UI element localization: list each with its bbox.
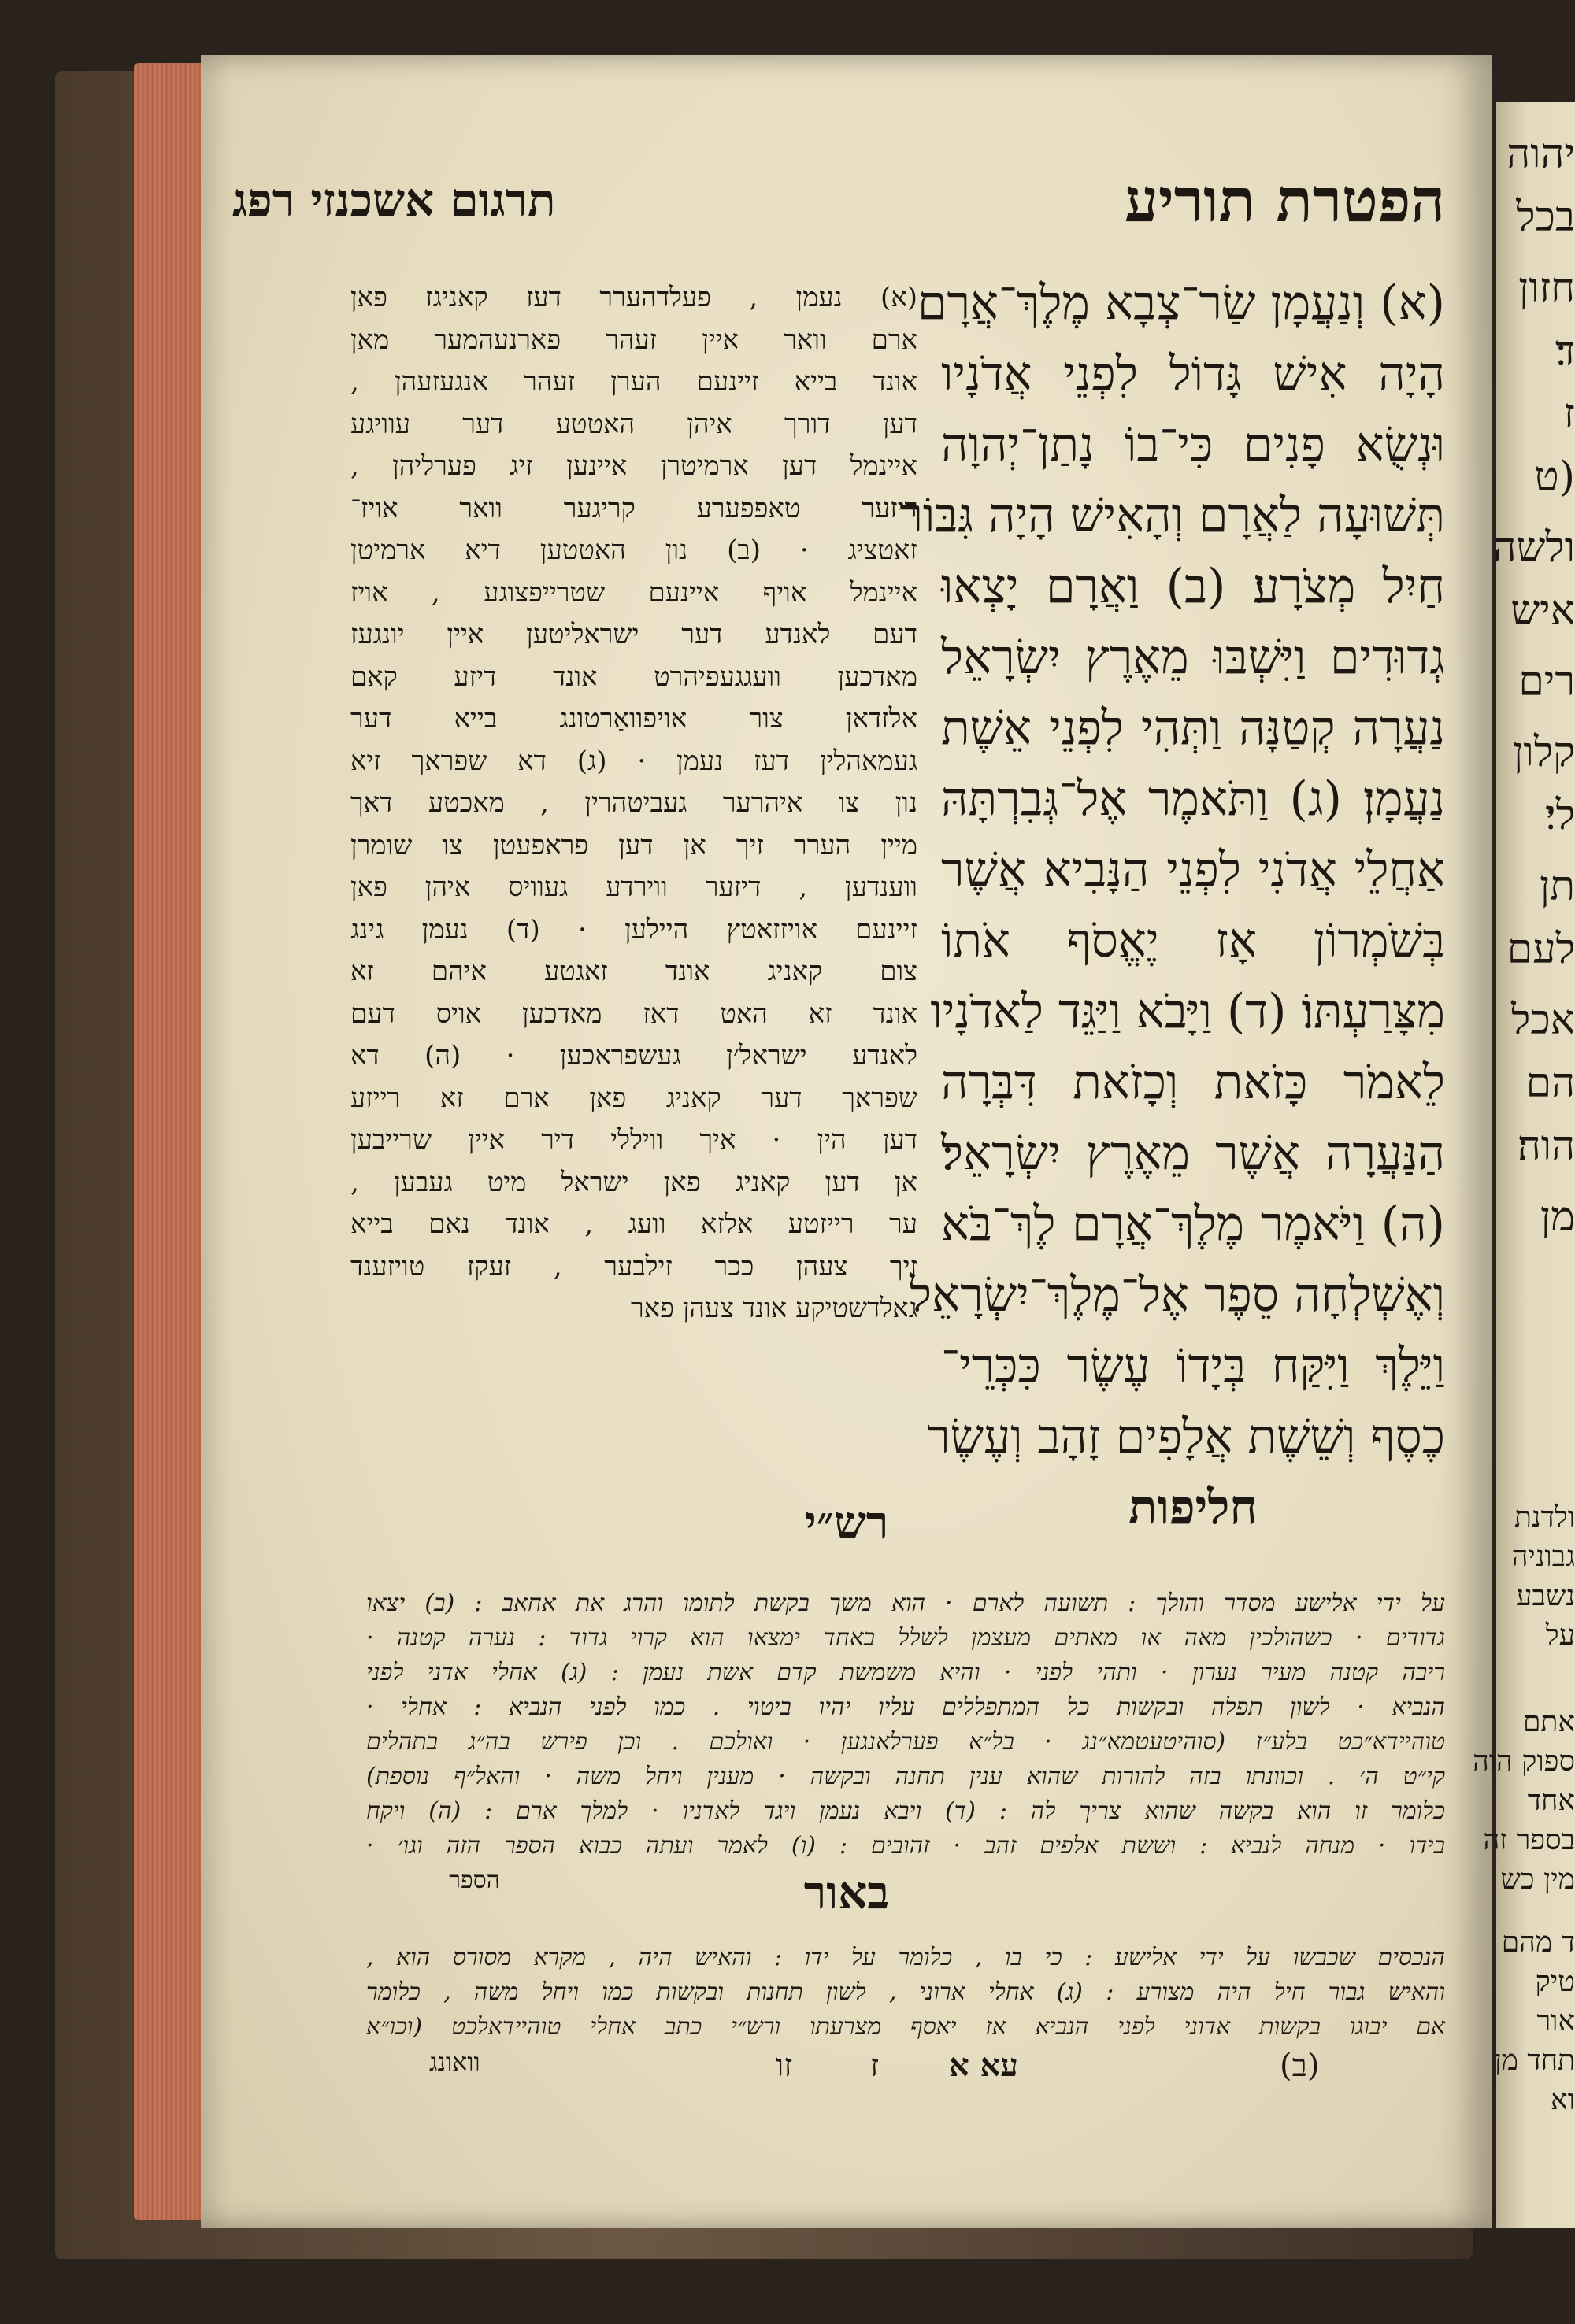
hebrew-line: אַחֲלֵי אֲדֹנִי לִפְנֵי הַנָּבִיא אֲשֶׁר: [941, 842, 1445, 897]
translation-line: דיזער טאפפערע קריגער וואר אויז־: [350, 492, 917, 524]
rashi-line: גדודים · כשהולכין מאה או מאתים מעצמן לשלל באחד ימצאו הוא קרוי גדוד : נערה קטנה ·: [366, 1624, 1445, 1652]
facing-page-fragment: ד מהם: [1501, 1926, 1575, 1959]
translation-line: דעם לאנדע דער ישראליטען איין יונגעז: [350, 619, 917, 650]
biur-title: באור: [803, 1866, 890, 1919]
signature-mark: עא א: [949, 2047, 1018, 2084]
catchword: וואונג: [429, 2047, 480, 2077]
rashi-title: רש״י: [804, 1496, 889, 1549]
biur-line: הנכסים שכבשו על ידי אלישע : כי בו , כלומר על ידו : והאיש היה , מקרא מסורס הוא ,: [366, 1944, 1445, 1971]
facing-page-fragment: נשבע: [1516, 1580, 1575, 1612]
facing-page-fragment: אור: [1536, 2005, 1575, 2037]
translation-line: איינמל אויף איינעם שטרייפצוגע , אויז: [350, 576, 917, 609]
translation-line: ער רייזטע אלזא וועג , אונד נאם בייא: [350, 1208, 917, 1240]
facing-page-fragment: הוה׃: [1517, 1123, 1575, 1170]
rashi-line: קי״ט ה׳ . וכוונתו בזה להורות שהוא ענין תחנה ובקשה · מענין ויחל משה · והאל״ף נוספת): [366, 1763, 1445, 1790]
hebrew-line: גְדוּדִים וַיִּשְׁבּוּ מֵאֶרֶץ יִשְׂרָאֵל: [941, 630, 1445, 685]
facing-page-fragment: בספר זה: [1483, 1824, 1575, 1856]
facing-page-fragment: מן: [1540, 1193, 1575, 1241]
hebrew-line: מִצָּרַעְתּוֹ׃ (ד) וַיָּבֹא וַיַּגֵּד לַאדֹנָיו: [930, 984, 1445, 1039]
hebrew-line: בְּשֹׁמְרוֹן אָז יֶאֱסֹף אֹתוֹ: [941, 913, 1445, 968]
hebrew-line: וַיֵּלֶךְ וַיִּקַּח בְּיָדוֹ עֶשֶׂר כִּכְּרֵי־: [941, 1338, 1445, 1393]
facing-page-fragment: ולדנת: [1514, 1501, 1575, 1534]
hebrew-line: הָיָה אִישׁ גָּדוֹל לִפְנֵי אֲדֹנָיו: [941, 346, 1445, 402]
translation-line: דען הין · איך וויללי דיר איין שרייבען: [350, 1124, 917, 1156]
translation-line: אלזדאן צור אויפוואַרטונג בייא דער: [350, 703, 917, 735]
translation-line: לאנדע ישראל׳ן געשפראכען · (ה) דא: [350, 1040, 917, 1071]
facing-page-fragment: (ט: [1534, 453, 1575, 501]
translation-line: צום קאניג אונד זאגטע איהם זא: [350, 956, 917, 987]
translation-line: זיך צעהן ככר זילבער , זעקז טויזענד: [350, 1250, 917, 1282]
translation-line: מאדכען וועגגעפיהרט אונד דיזע קאם: [350, 661, 917, 693]
translation-line: אן דען קאניג פאן ישראל מיט געבען ,: [350, 1166, 917, 1198]
facing-page-edge: [1473, 102, 1575, 2228]
hebrew-line: וּנְשֻׂא פָנִים כִּי־בוֹ נָתַן־יְהוָה: [941, 417, 1445, 472]
hebrew-line: (ה) וַיֹּאמֶר מֶלֶךְ־אֲרָם לֶךְ־בֹּא: [941, 1197, 1445, 1252]
facing-page-fragment: לי׃: [1545, 792, 1575, 839]
biur-line: אם יבוגו בקשות אדוני לפני הנביא אז יאסף מצרעתו ורש״י כתב אחלי טוהיידאלכט (וכו״א: [366, 2013, 1445, 2041]
translation-line: שפראך דער קאניג פאן ארם זא רייזע: [350, 1082, 917, 1114]
rashi-line: טוהיידא״כט בלע״ז (סוהיטעטמא״נג · בל״א פערלאנגען · ואולכם . וכן פירש בה״ג בתהלים: [366, 1728, 1445, 1756]
hebrew-line: (א) וְנַעֲמָן שַׂר־צְבָא מֶלֶךְ־אֲרָם: [917, 276, 1445, 331]
facing-page-fragment: ז: [1563, 390, 1575, 438]
facing-page-fragment: ולשה: [1492, 524, 1575, 572]
translation-line: (א) נעמן , פעלדהערר דעז קאניגז פאן: [350, 282, 917, 313]
hebrew-line: לֵאמֹר כָּזֹאת וְכָזֹאת דִּבְּרָה: [941, 1055, 1445, 1110]
hebrew-line: כֶסֶף וְשֵׁשֶׁת אֲלָפִים זָהָב וְעֶשֶׂר: [927, 1409, 1445, 1464]
hebrew-text-column: [899, 268, 1445, 1543]
facing-page-fragment: תחד מן: [1494, 2045, 1575, 2077]
translation-column: [350, 277, 917, 1330]
translation-line: ארם וואר איין זעהר פארנעהמער מאן: [350, 324, 917, 356]
hebrew-line: נַעֲמָן׃ (ג) וַתֹּאמֶר אֶל־גְּבִרְתָּהּ: [941, 772, 1445, 827]
book-page: [201, 55, 1492, 2228]
hebrew-line: חליפות: [1128, 1480, 1258, 1535]
facing-page-fragment: רים: [1518, 658, 1575, 705]
translation-line: זאטציג · (ב) נון האטטען דיא ארמיטן: [350, 535, 917, 566]
translation-line: אונד זא האט דאז מאדכען אויס דעם: [350, 997, 917, 1030]
biur-line: והאיש גבור חיל היה מצורע : (ג) אחלי ארוני , לשון תחנות ובקשות כמו ויחל משה , כלומר: [366, 1978, 1445, 2006]
page-mark: (ב): [1280, 2048, 1320, 2084]
page-footer: [366, 2047, 1445, 2086]
facing-page-fragment: יהוה: [1506, 131, 1575, 178]
translation-line: אונד בייא זיינעם הערן זעהר אנגעזעהן ,: [350, 366, 917, 398]
targum-title: תרגום אשכנזי רפג: [232, 173, 556, 227]
page-edges: [134, 63, 205, 2220]
hebrew-line: הַנַּעֲרָה אֲשֶׁר מֵאֶרֶץ יִשְׂרָאֵל׃: [941, 1126, 1445, 1181]
facing-page-fragment: חזון: [1518, 265, 1575, 312]
facing-page-fragment: על: [1545, 1619, 1575, 1652]
translation-line: דען דורך איהן האטטע דער עוויגע: [350, 408, 917, 440]
hebrew-line: וְאֶשְׁלְחָה סֵפֶר אֶל־מֶלֶךְ־יִשְׂרָאֵל: [910, 1267, 1445, 1323]
haftarah-title: הפטרת תוריע: [1124, 165, 1445, 235]
rashi-line: הנביא · לשון תפלה ובקשות כל המתפללים עליו יהיו ביטוי . כמו לפני הנביא : אחלי ·: [366, 1693, 1445, 1721]
rashi-line: כלומר זו הוא בקשה שהוא צריך לה : (ד) ויבא נעמן ויגד לאדניו · למלך ארם : (ה) ויקח: [366, 1797, 1445, 1825]
rashi-line: על ידי אלישע מסדר והולך : תשועה לארם · הוא משך בקשת לתומו והרג את אחאב : (ב) יצאו: [366, 1589, 1445, 1617]
translation-line: געמאהלין דעז נעמן · (ג) דא שפראך זיא: [350, 745, 917, 777]
facing-page-fragment: וא: [1551, 2084, 1575, 2116]
facing-page-fragment: ד׃: [1555, 328, 1575, 375]
signature-mark: זו: [776, 2048, 793, 2084]
rashi-line: הספר: [449, 1867, 500, 1894]
facing-page-fragment: איש: [1510, 587, 1575, 635]
facing-page-fragment: ספוק הוה: [1473, 1745, 1575, 1778]
facing-page-fragment: בכל: [1516, 194, 1575, 241]
translation-line: ווענדען , דיזער ווירדע געוויס איהן פאן: [350, 872, 917, 903]
facing-page-fragment: גבוניה: [1511, 1541, 1575, 1573]
facing-page-fragment: תן: [1540, 863, 1575, 910]
facing-page-fragment: אתם: [1522, 1706, 1575, 1738]
signature-mark: ז: [870, 2048, 880, 2084]
translation-line: מיין הערר זיך אן דען פראפעטן צו שומרן: [350, 829, 917, 861]
facing-page-fragment: טיק: [1535, 1966, 1575, 1998]
facing-page-fragment: אחד: [1527, 1785, 1575, 1817]
translation-line: גאלדשטיקע אונד צעהן פאר: [631, 1293, 917, 1324]
hebrew-line: תְּשׁוּעָה לַאֲרָם וְהָאִישׁ הָיָה גִּבּוֹר: [899, 488, 1445, 543]
translation-line: נון צו איהרער געביטהרין , מאכטע דאך: [350, 787, 917, 819]
facing-page-fragment: מין כש: [1500, 1863, 1575, 1896]
facing-page-fragment: אכל: [1511, 997, 1575, 1044]
biur-commentary: [366, 1941, 1445, 2045]
translation-line: זיינעם אויזזאטץ היילען · (ד) נעמן גינג: [350, 913, 917, 946]
hebrew-line: חַיִל מְצֹרָע׃ (ב) וַאֲרָם יָצְאוּ: [941, 559, 1445, 614]
page-header: [232, 165, 1445, 244]
facing-page-fragment: קלון: [1513, 729, 1575, 776]
facing-page-fragment: לעם: [1506, 926, 1575, 973]
facing-page-fragment: הם: [1525, 1060, 1575, 1107]
rashi-commentary: [366, 1586, 1445, 1898]
translation-line: איינמל דען ארמיטרן איינען זיג פערליהן ,: [350, 450, 917, 482]
rashi-line: בידו · מנחה לנביא : וששת אלפים זהב · זהובים : (ו) לאמר ועתה כבוא הספר הזה וגו׳ ·: [366, 1832, 1445, 1860]
rashi-line: ריבה קטנה מעיר נערון · ותהי לפני · והיא משמשת קדם אשת נעמן : (ג) אחלי אדני לפני: [366, 1659, 1445, 1686]
hebrew-line: נַעֲרָה קְטַנָּה וַתְּהִי לִפְנֵי אֵשֶׁת: [941, 701, 1445, 756]
